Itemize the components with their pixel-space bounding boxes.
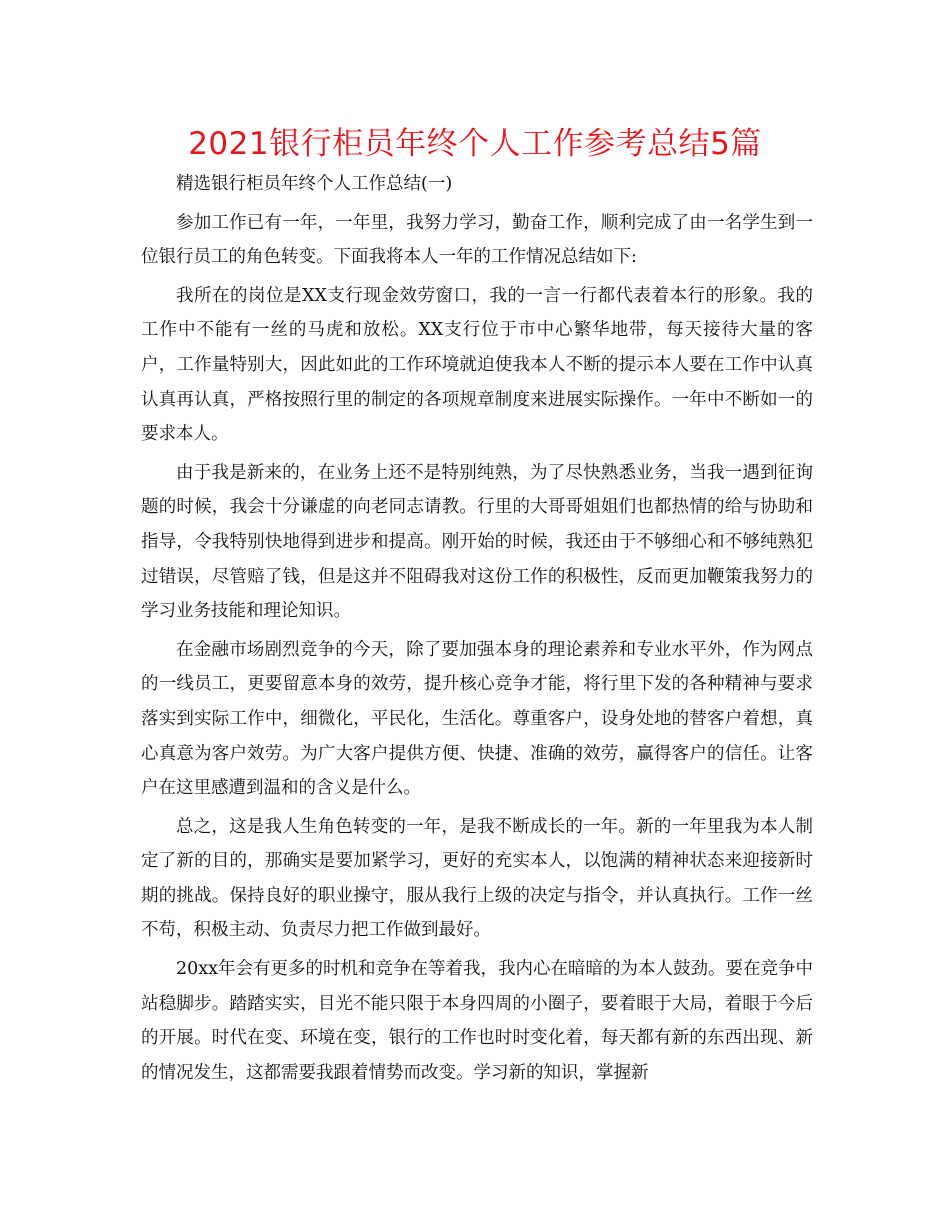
paragraph-2: 我所在的岗位是XX支行现金效劳窗口，我的一言一行都代表着本行的形象。我的工作中不能有一丝的马虎和放松。XX支行位于市中心繁华地带，每天接待大量的客户，工作量特别大，因此如此的工作环境就迫使我本人不断的提示本人要在工作中认真认真再认真，严格按照行里的制定的各项规章制度来进展实际操作。一年中不断如一的要求本人。 bbox=[141, 285, 813, 445]
paragraph-5: 总之，这是我人生角色转变的一年，是我不断成长的一年。新的一年里我为本人制定了新的目的，那确实是要加紧学习，更好的充实本人，以饱满的精神状态来迎接新时期的挑战。保持良好的职业操守，服从我行上级的决定与指令，并认真执行。工作一丝不苟，积极主动、负责尽力把工作做到最好。 bbox=[141, 816, 813, 941]
paragraph-1: 参加工作已有一年，一年里，我努力学习，勤奋工作，顺利完成了由一名学生到一位银行员工的角色转变。下面我将本人一年的工作情况总结如下: bbox=[141, 212, 813, 268]
section-subtitle: 精选银行柜员年终个人工作总结(一) bbox=[176, 174, 453, 194]
paragraph-6: 20xx年会有更多的时机和竞争在等着我，我内心在暗暗的为本人鼓劲。要在竞争中站稳脚步。踏踏实实，目光不能只限于本身四周的小圈子，要着眼于大局，着眼于今后的开展。时代在变、环境在变，银行的工作也时时变化着，每天都有新的东西出现、新的情况发生，这都需要我跟着情势而改变。学习新的知识，掌握新 bbox=[141, 959, 814, 1083]
paragraph-3: 由于我是新来的，在业务上还不是特别纯熟，为了尽快熟悉业务，当我一遇到征询题的时候，我会十分谦虚的向老同志请教。行里的大哥哥姐姐们也都热情的给与协助和指导，令我特别快地得到进步和提高。刚开始的时候，我还由于不够细心和不够纯熟犯过错误，尽管赔了钱，但是这并不阻碍我对这份工作的积极性，反而更加鞭策我努力的学习业务技能和理论知识。 bbox=[141, 462, 813, 622]
document-body bbox=[141, 167, 813, 1090]
paragraph-4: 在金融市场剧烈竞争的今天，除了要加强本身的理论素养和专业水平外，作为网点的一线员工，更要留意本身的效劳，提升核心竞争才能，将行里下发的各种精神与要求落实到实际工作中，细微化，平民化，生活化。尊重客户，设身处地的替客户着想，真心真意为客户效劳。为广大客户提供方便、快捷、准确的效劳，赢得客户的信任。让客户在这里感遭到温和的含义是什么。 bbox=[141, 639, 813, 799]
document-title: 2021银行柜员年终个人工作参考总结5篇 bbox=[188, 126, 762, 162]
